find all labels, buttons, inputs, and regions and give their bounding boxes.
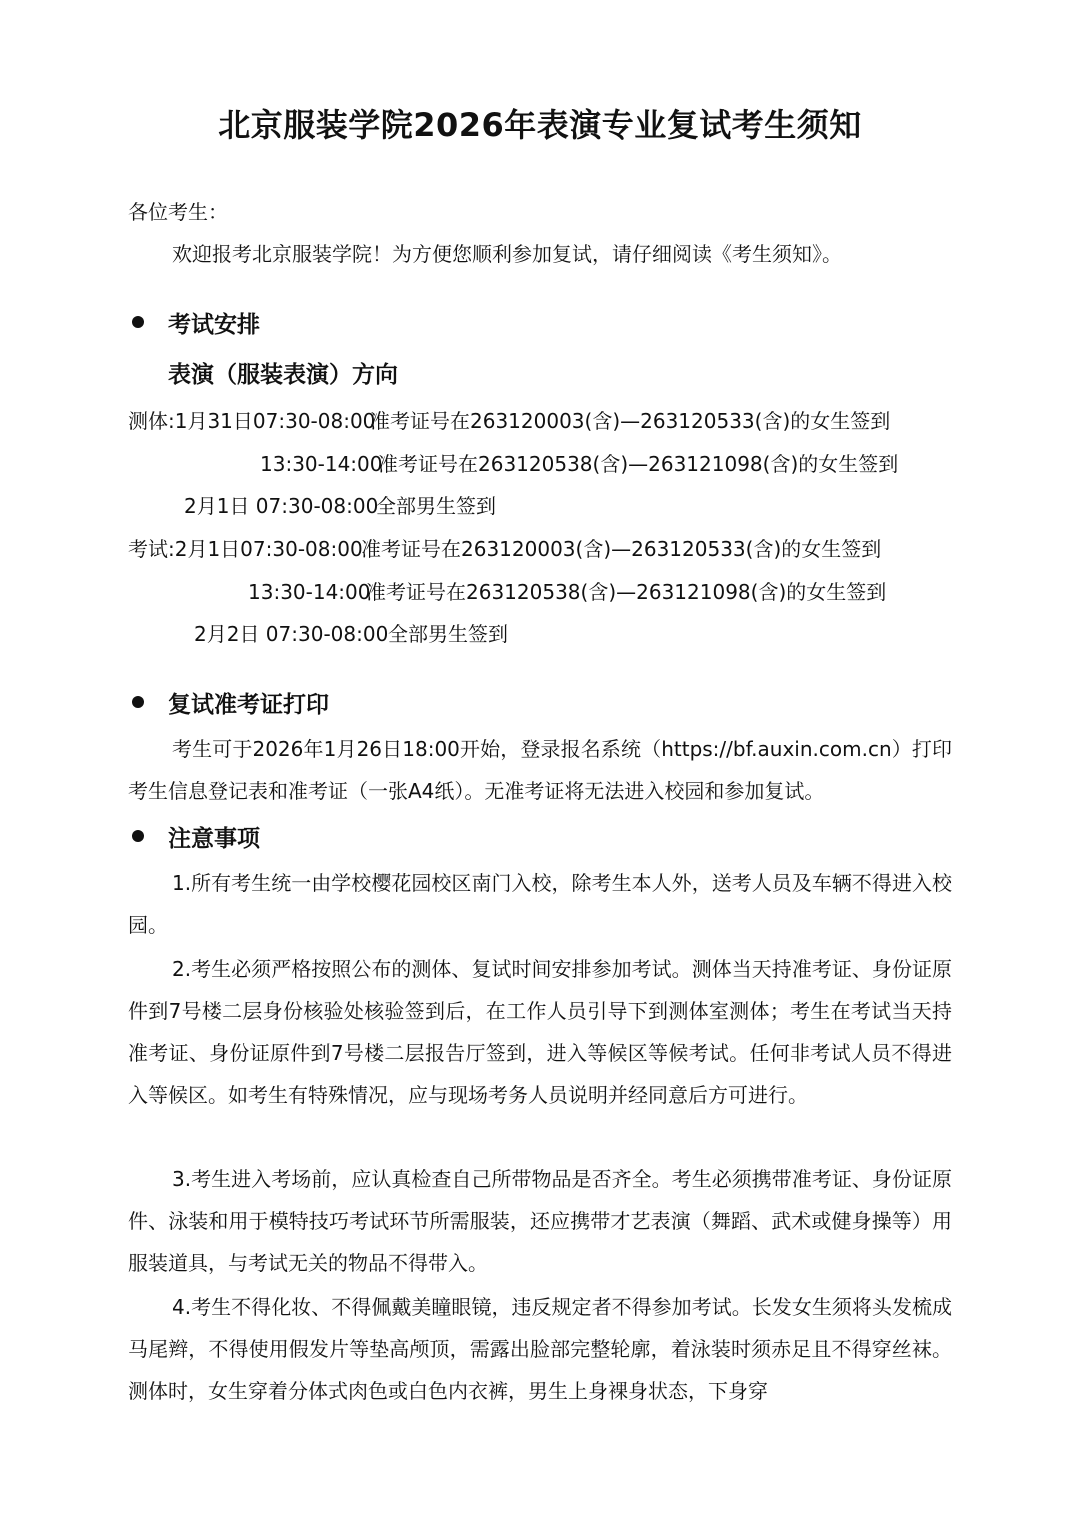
- bullet-icon: [132, 696, 144, 708]
- notice-item: 4.考生不得化妆、不得佩戴美瞳眼镜，违反规定者不得参加考试。长发女生须将头发梳成马尾辫，不得使用假发片等垫高颅顶，需露出脸部完整轮廓，着泳装时须赤足且不得穿丝袜。测体时，女生穿着分体式肉色或白色内衣裤，男生上身裸身状态，下身穿: [128, 1295, 952, 1403]
- schedule-row: [248, 576, 886, 605]
- section-heading-notes: 注意事项: [168, 826, 260, 852]
- schedule-row: [184, 490, 496, 519]
- section-subheading-direction: 表演（服装表演）方向: [168, 362, 398, 388]
- schedule-detail: 全部男生签到: [388, 622, 508, 646]
- schedule-detail: 准考证号在263120003(含)—263120533(含)的女生签到: [361, 537, 882, 561]
- greeting: 各位考生：: [128, 200, 228, 224]
- notice-item: 2.考生必须严格按照公布的测体、复试时间安排参加考试。测体当天持准考证、身份证原件到7号楼二层身份核验处核验签到后，在工作人员引导下到测体室测体；考生在考试当天持准考证、身份证原件到7号楼二层报告厅签到，进入等候区等候考试。任何非考试人员不得进入等候区。如考生有特殊情况，应与现场考务人员说明并经同意后方可进行。: [128, 957, 952, 1107]
- notice-item: 3.考生进入考场前，应认真检查自己所带物品是否齐全。考生必须携带准考证、身份证原件、泳装和用于模特技巧考试环节所需服装，还应携带才艺表演（舞蹈、武术或健身操等）用服装道具，与考试无关的物品不得带入。: [128, 1167, 952, 1275]
- schedule-time: 测体:1月31日07:30-08:00: [128, 409, 376, 433]
- schedule-detail: 准考证号在263120538(含)—263121098(含)的女生签到: [366, 580, 887, 604]
- admission-ticket-paragraph: 考生可于2026年1月26日18:00开始，登录报名系统（https://bf.auxin.com.cn）打印考生信息登记表和准考证（一张A4纸）。无准考证将无法进入校园和参加复试。: [128, 737, 952, 803]
- schedule-row: [260, 448, 898, 477]
- schedule-row: [128, 533, 881, 562]
- schedule-row: [128, 405, 890, 434]
- notice-item: 1.所有考生统一由学校樱花园校区南门入校，除考生本人外，送考人员及车辆不得进入校园。: [128, 871, 952, 937]
- schedule-detail: 准考证号在263120003(含)—263120533(含)的女生签到: [370, 409, 891, 433]
- schedule-detail: 全部男生签到: [376, 494, 496, 518]
- schedule-time: 13:30-14:00: [260, 452, 383, 476]
- intro-paragraph: 欢迎报考北京服装学院！为方便您顺利参加复试，请仔细阅读《考生须知》。: [172, 242, 842, 266]
- schedule-time: 13:30-14:00: [248, 580, 371, 604]
- section-heading-exam-arrangement: 考试安排: [168, 312, 260, 338]
- schedule-time: 考试:2月1日07:30-08:00: [128, 537, 363, 561]
- document-title: 北京服装学院2026年表演专业复试考生须知: [218, 106, 862, 144]
- schedule-detail: 准考证号在263120538(含)—263121098(含)的女生签到: [378, 452, 899, 476]
- schedule-row: [194, 618, 508, 647]
- bullet-icon: [132, 830, 144, 842]
- section-heading-admission-ticket: 复试准考证打印: [168, 692, 329, 718]
- schedule-time: 2月1日 07:30-08:00: [184, 494, 379, 518]
- bullet-icon: [132, 316, 144, 328]
- schedule-time: 2月2日 07:30-08:00: [194, 622, 389, 646]
